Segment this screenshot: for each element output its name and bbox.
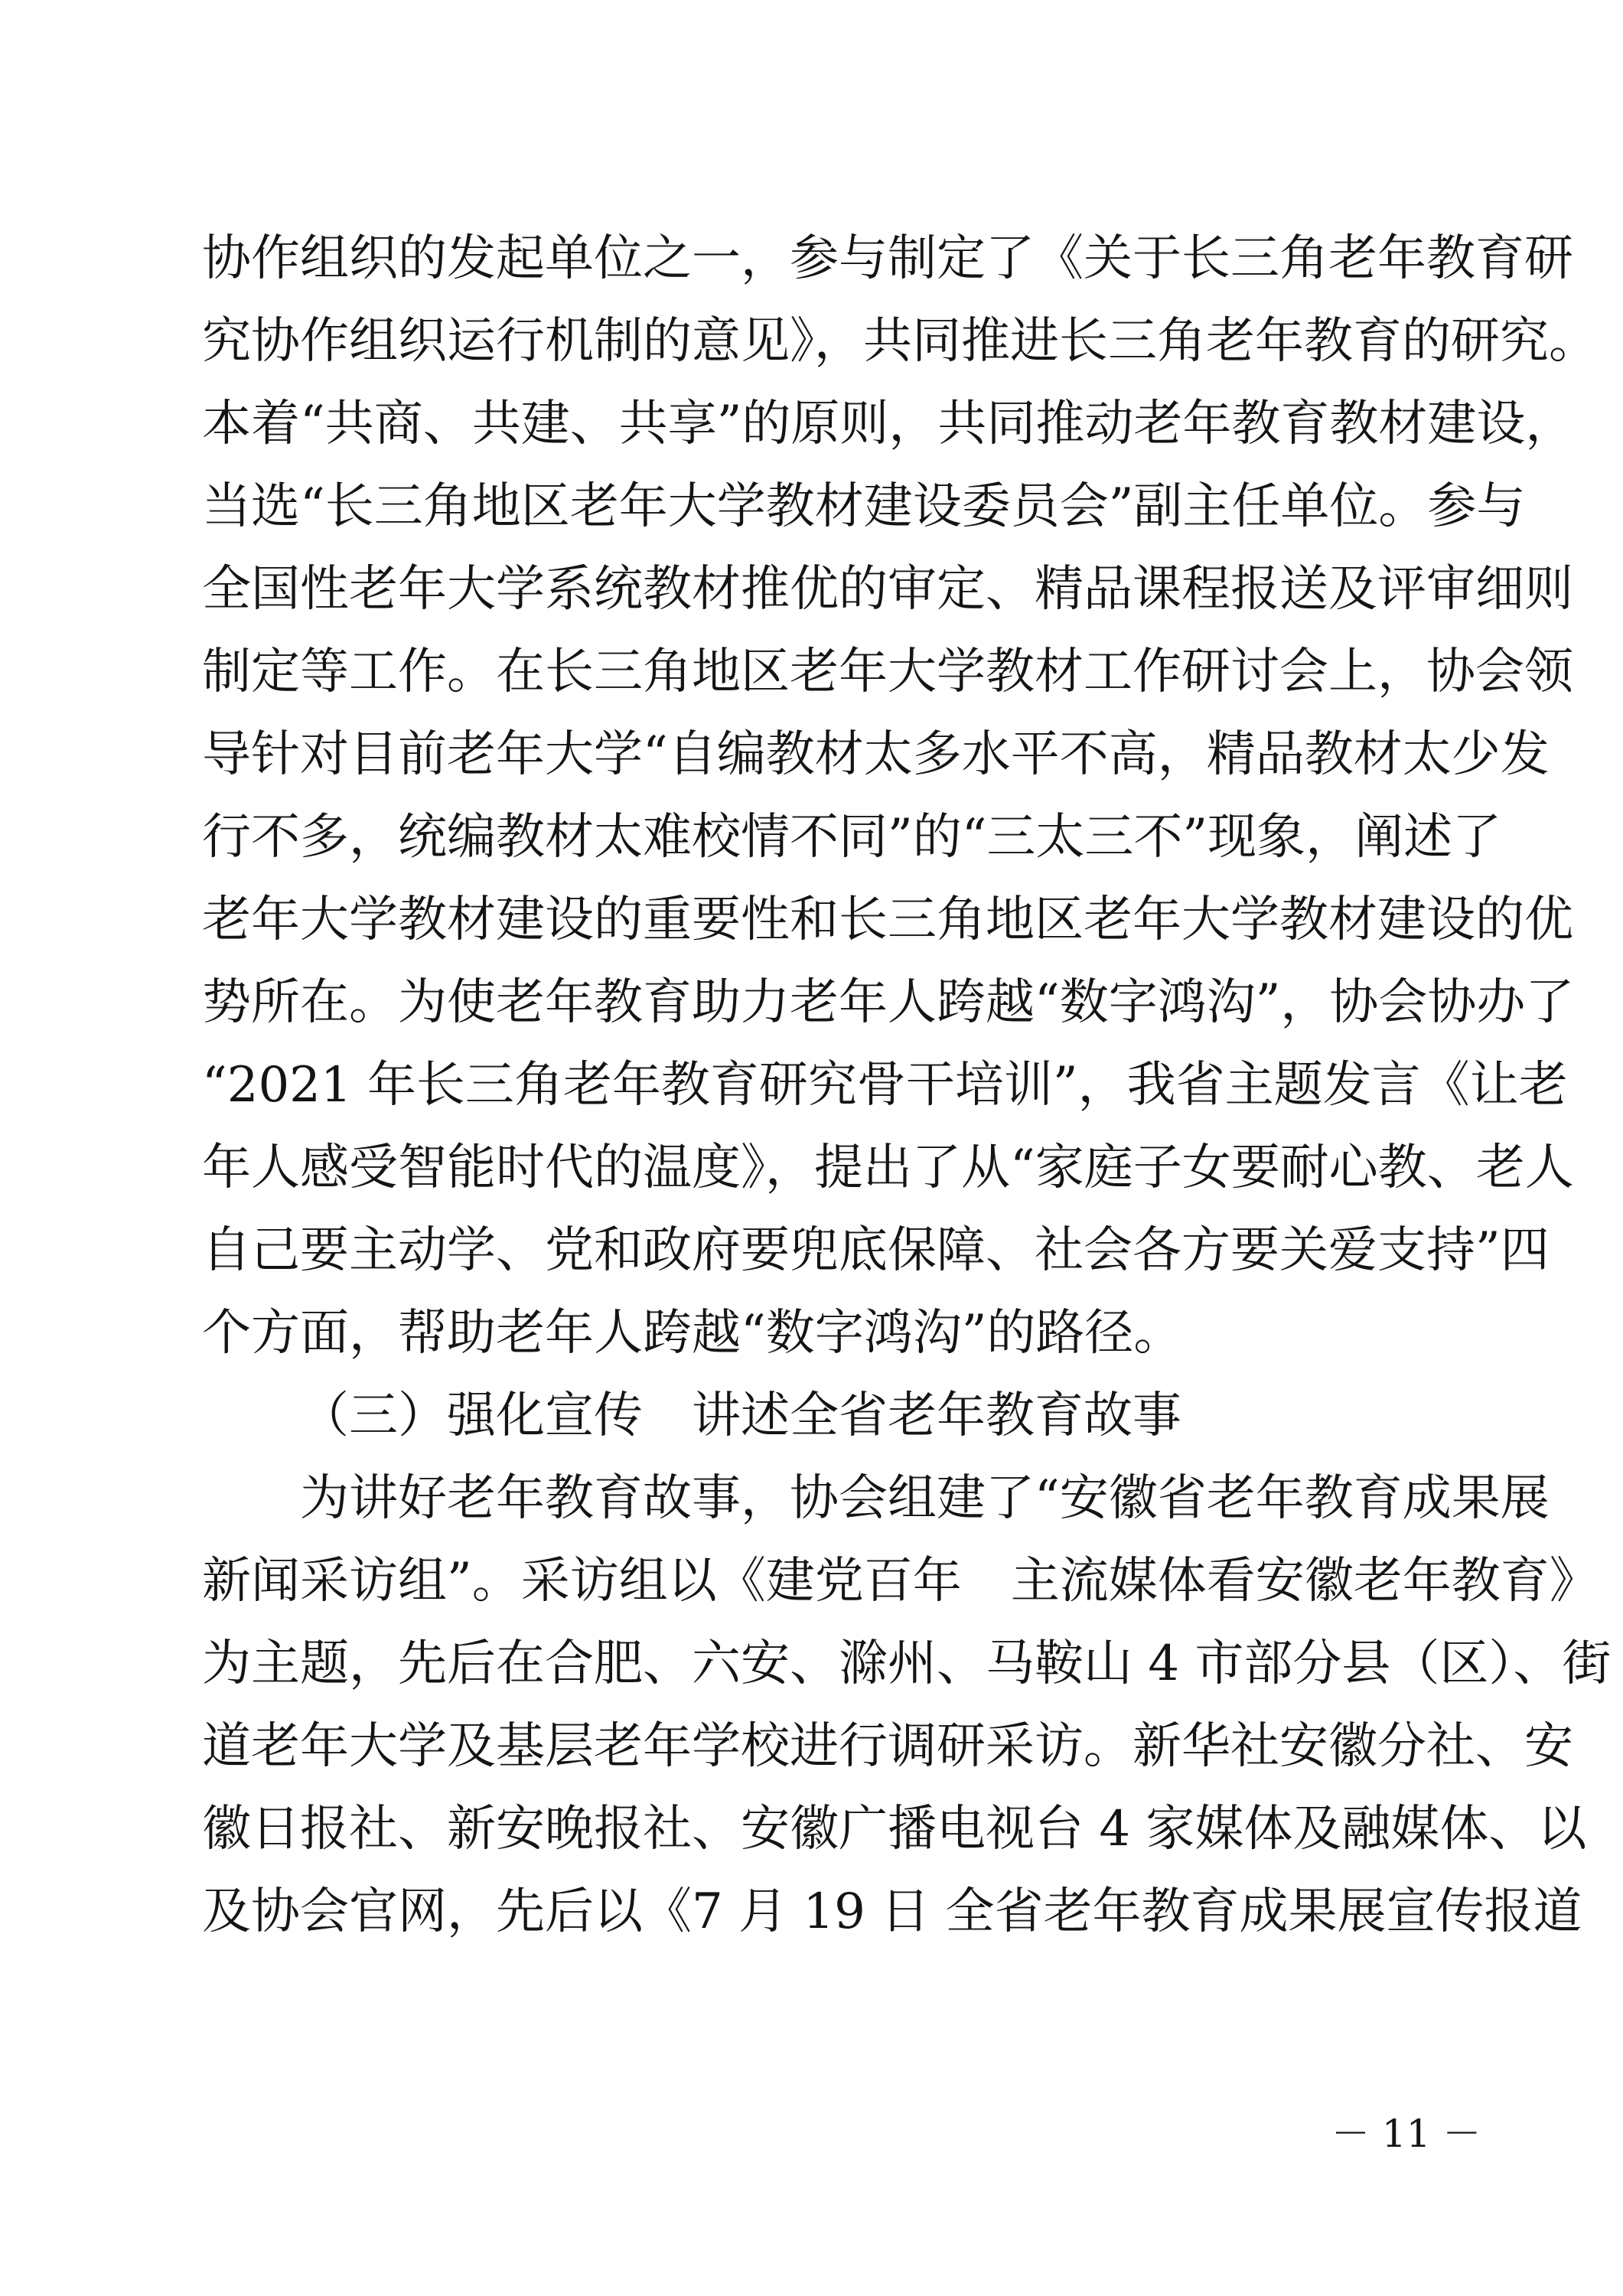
body-text-line: 势所在。为使老年教育助力老年人跨越“数字鸿沟”，协会协办了 — [202, 974, 1575, 1031]
body-text-line: 协作组织的发起单位之一，参与制定了《关于长三角老年教育研 — [202, 230, 1573, 287]
page-number: － 11 － — [1331, 2112, 1481, 2156]
body-text-line: 新闻采访组”。采访组以《建党百年 主流媒体看安徽老年教育》 — [202, 1553, 1599, 1609]
body-text-line: 为主题，先后在合肥、六安、滁州、马鞍山 4 市部分县（区）、街 — [202, 1636, 1612, 1692]
body-text-line: 为讲好老年教育故事，协会组建了“安徽省老年教育成果展 — [300, 1470, 1550, 1527]
body-text-line: “2021 年长三角老年教育研究骨干培训”，我省主题发言《让老 — [202, 1057, 1568, 1114]
body-text-line: 制定等工作。在长三角地区老年大学教材工作研讨会上，协会领 — [202, 644, 1573, 700]
body-text-line: 年人感受智能时代的温度》，提出了从“家庭子女要耐心教、老人 — [202, 1140, 1574, 1196]
body-text-line: 老年大学教材建设的重要性和长三角地区老年大学教材建设的优 — [202, 892, 1573, 948]
body-text-line: 道老年大学及基层老年学校进行调研采访。新华社安徽分社、安 — [202, 1718, 1573, 1775]
body-text-line: 导针对目前老年大学“自编教材太多水平不高，精品教材太少发 — [202, 726, 1550, 783]
body-text-line: 徽日报社、新安晚报社、安徽广播电视台 4 家媒体及融媒体、以 — [202, 1801, 1587, 1857]
body-text-line: 当选“长三角地区老年大学教材建设委员会”副主任单位。参与 — [202, 478, 1526, 535]
body-text-line: 行不多，统编教材太难校情不同”的“三太三不”现象，阐述了 — [202, 809, 1502, 866]
body-text-line: 个方面，帮助老年人跨越“数字鸿沟”的路径。 — [202, 1305, 1183, 1362]
body-text-line: 全国性老年大学系统教材推优的审定、精品课程报送及评审细则 — [202, 561, 1573, 618]
body-text-line: 自己要主动学、党和政府要兜底保障、社会各方要关爱支持”四 — [202, 1222, 1550, 1279]
body-text-line: 及协会官网，先后以《7 月 19 日 全省老年教育成果展宣传报道 — [202, 1883, 1582, 1940]
section-heading: （三）强化宣传 讲述全省老年教育故事 — [300, 1388, 1181, 1444]
body-text-line: 本着“共商、共建、共享”的原则，共同推动老年教育教材建设， — [202, 396, 1575, 452]
body-text-line: 究协作组织运行机制的意见》，共同推进长三角老年教育的研究。 — [202, 313, 1598, 370]
